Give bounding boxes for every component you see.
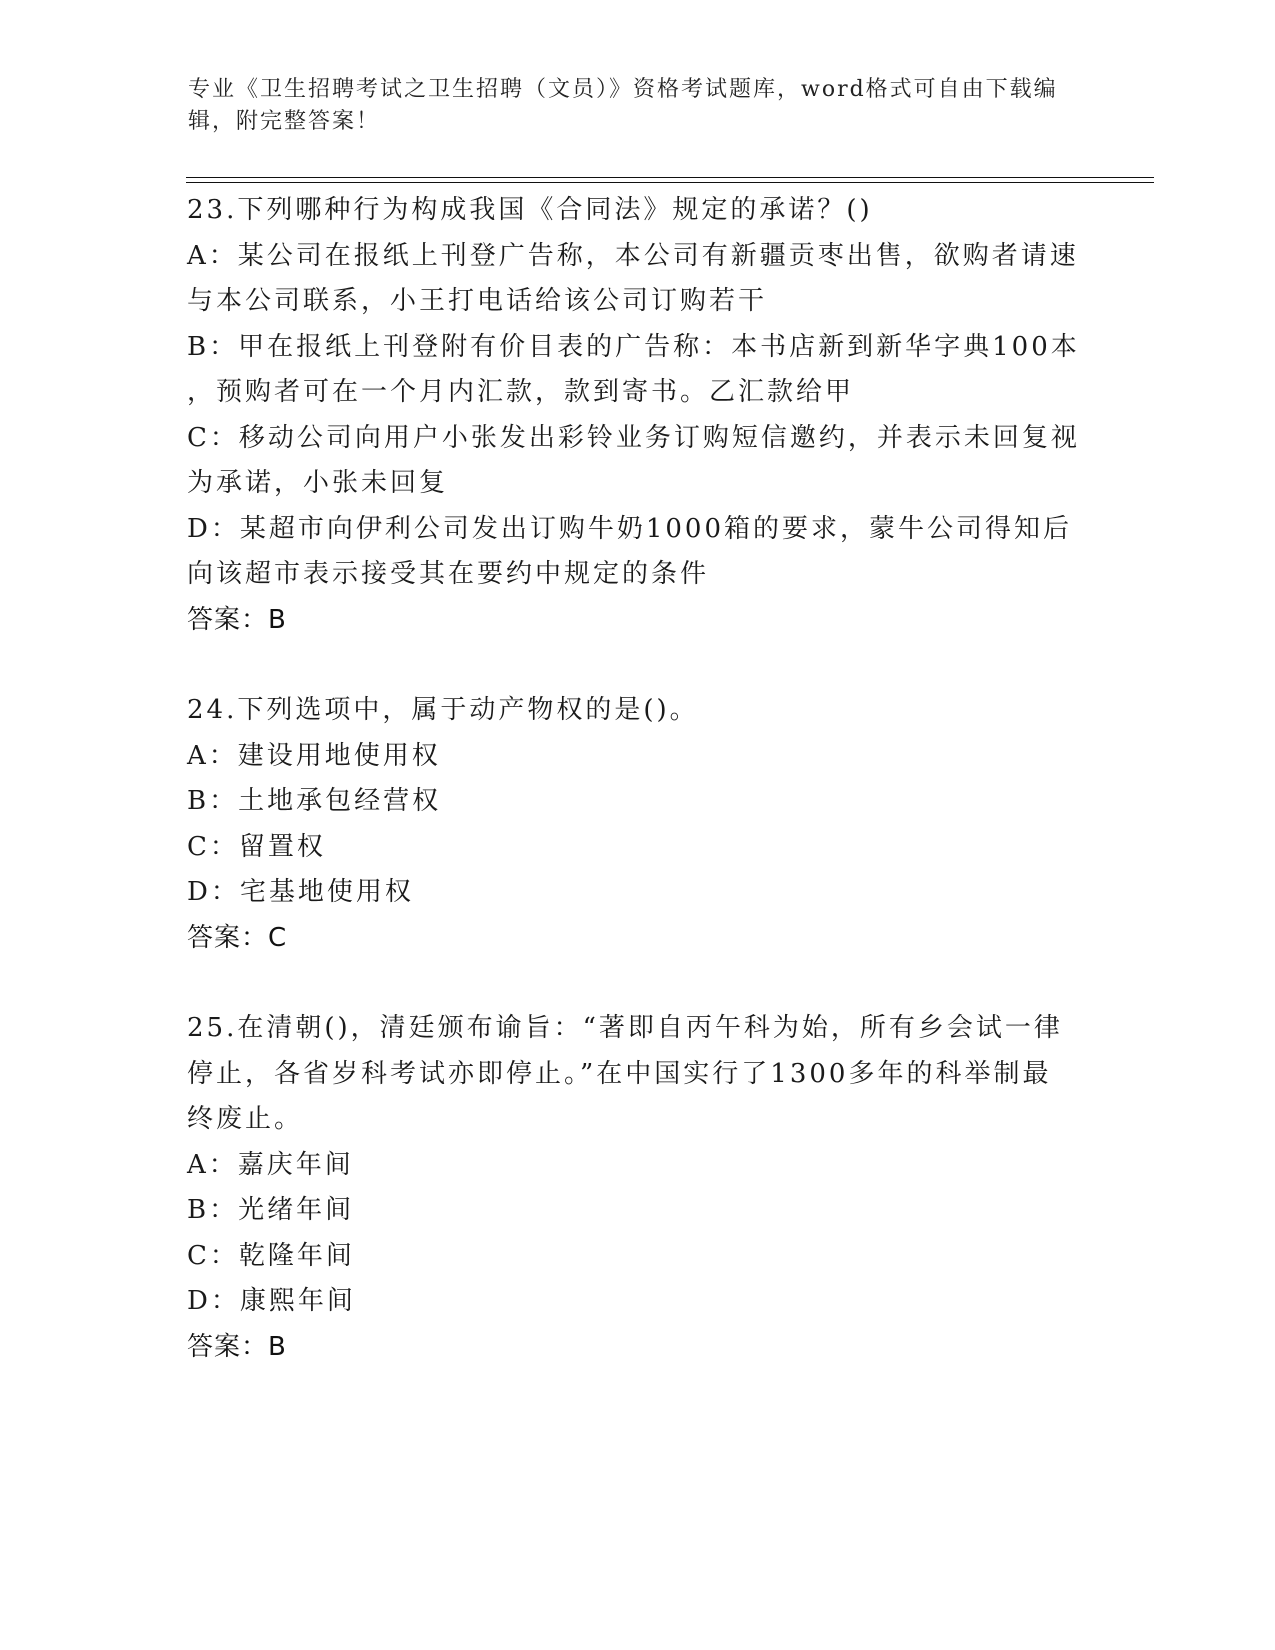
question-stem: 24.下列选项中，属于动产物权的是()。 xyxy=(187,695,699,725)
question-stem-line-3: 终废止。 xyxy=(187,1104,304,1134)
answer-label: 答案：B xyxy=(187,604,287,635)
option-b-line-2: ，预购者可在一个月内汇款，款到寄书。乙汇款给甲 xyxy=(187,377,855,407)
header-divider-bottom xyxy=(186,182,1154,183)
option-c: C：乾隆年间 xyxy=(187,1240,355,1271)
question-stem-line-2: 停止，各省岁科考试亦即停止。”在中国实行了1300多年的科举制最 xyxy=(187,1058,1052,1089)
option-b: B：光绪年间 xyxy=(187,1195,355,1225)
option-b: B：土地承包经营权 xyxy=(187,786,442,816)
option-a-line-1: A：某公司在报纸上刊登广告称，本公司有新疆贡枣出售，欲购者请速 xyxy=(187,240,1079,271)
option-c-line-2: 为承诺，小张未回复 xyxy=(187,468,449,498)
document-header: 专业《卫生招聘考试之卫生招聘（文员）》资格考试题库，word格式可自由下载编辑，附完整答案！ xyxy=(188,77,1058,134)
answer-label: 答案：C xyxy=(187,922,288,953)
question-stem: 23.下列哪种行为构成我国《合同法》规定的承诺？() xyxy=(187,195,873,225)
option-d-line-1: D：某超市向伊利公司发出订购牛奶1000箱的要求，蒙牛公司得知后 xyxy=(187,513,1073,544)
header-divider-top xyxy=(186,177,1154,178)
question-24 xyxy=(187,688,1087,961)
question-list xyxy=(187,188,1087,1370)
question-25 xyxy=(187,1006,1087,1370)
option-c-line-1: C：移动公司向用户小张发出彩铃业务订购短信邀约，并表示未回复视 xyxy=(187,422,1080,453)
option-a-line-2: 与本公司联系，小王打电话给该公司订购若干 xyxy=(187,286,768,316)
option-c: C：留置权 xyxy=(187,831,326,862)
option-d: D：宅基地使用权 xyxy=(187,877,414,907)
option-d-line-2: 向该超市表示接受其在要约中规定的条件 xyxy=(187,559,710,589)
answer-label: 答案：B xyxy=(187,1331,287,1362)
option-a: A：嘉庆年间 xyxy=(187,1149,354,1180)
question-23 xyxy=(187,188,1087,643)
option-d: D：康熙年间 xyxy=(187,1286,356,1316)
option-b-line-1: B：甲在报纸上刊登附有价目表的广告称：本书店新到新华字典100本 xyxy=(187,331,1080,362)
question-stem-line-1: 25.在清朝()，清廷颁布谕旨：“著即自丙午科为始，所有乡会试一律 xyxy=(187,1013,1063,1043)
option-a: A：建设用地使用权 xyxy=(187,740,441,771)
